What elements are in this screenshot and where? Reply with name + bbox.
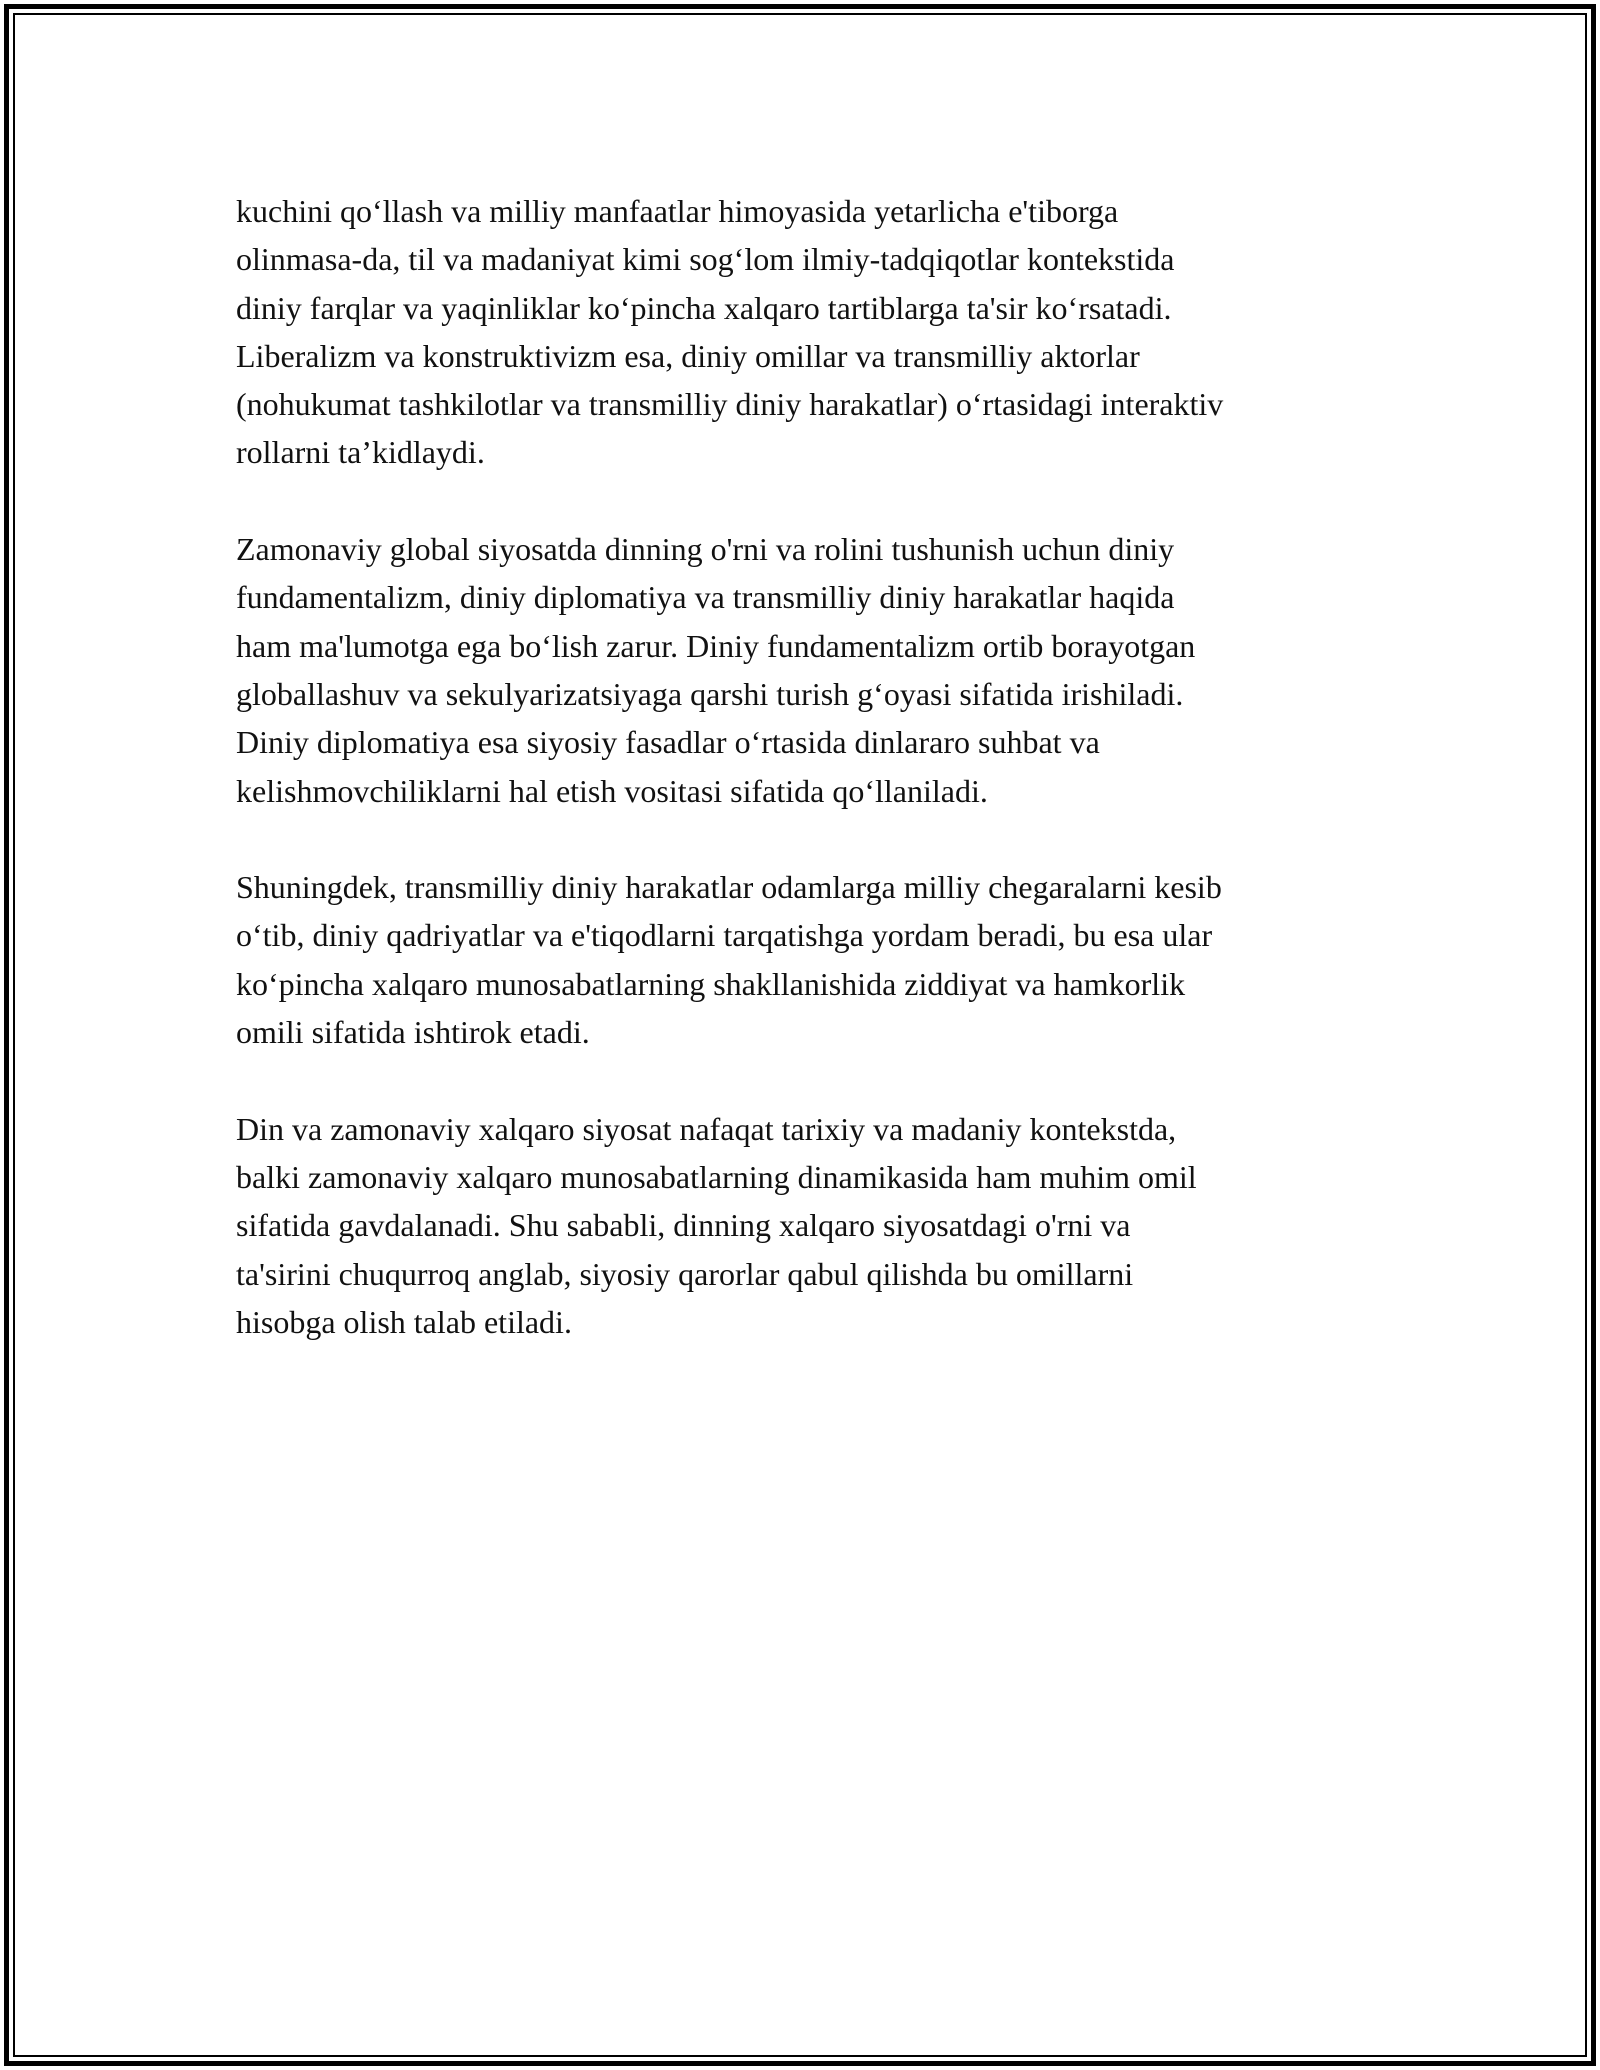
text-line: koʻpincha xalqaro munosabatlarning shakllanishida ziddiyat va hamkorlik xyxy=(236,965,1186,1002)
text-line: ta'sirini chuqurroq anglab, siyosiy qarorlar qabul qilishda bu omillarni xyxy=(236,1255,1134,1292)
text-line: (nohukumat tashkilotlar va transmilliy diniy harakatlar) oʻrtasidagi interaktiv xyxy=(236,386,1224,423)
text-line: balki zamonaviy xalqaro munosabatlarning dinamikasida ham muhim omil xyxy=(236,1158,1197,1195)
text-line: fundamentalizm, diniy diplomatiya va transmilliy diniy harakatlar haqida xyxy=(236,579,1175,616)
text-line: Din va zamonaviy xalqaro siyosat nafaqat tarixiy va madaniy kontekstda, xyxy=(236,1110,1177,1147)
text-line: sifatida gavdalanadi. Shu sababli, dinning xalqaro siyosatdagi o'rni va xyxy=(236,1207,1131,1244)
paragraph-3 xyxy=(236,863,1396,1056)
page-body xyxy=(236,187,1396,1394)
text-line: oʻtib, diniy qadriyatlar va e'tiqodlarni tarqatishga yordam beradi, bu esa ular xyxy=(236,917,1213,954)
text-line: ham ma'lumotga ega boʻlish zarur. Diniy fundamentalizm ortib borayotgan xyxy=(236,627,1196,664)
text-line: diniy farqlar va yaqinliklar koʻpincha xalqaro tartiblarga ta'sir koʻrsatadi. xyxy=(236,289,1172,326)
text-line: olinmasa-da, til va madaniyat kimi sogʻlom ilmiy-tadqiqotlar kontekstida xyxy=(236,241,1175,278)
text-line: omili sifatida ishtirok etadi. xyxy=(236,1014,590,1051)
text-line: Liberalizm va konstruktivizm esa, diniy omillar va transmilliy aktorlar xyxy=(236,337,1140,374)
paragraph-2 xyxy=(236,525,1396,815)
text-line: kuchini qoʻllash va milliy manfaatlar himoyasida yetarlicha e'tiborga xyxy=(236,193,1119,229)
text-line: rollarni ta’kidlaydi. xyxy=(236,434,485,471)
text-line: kelishmovchiliklarni hal etish vositasi sifatida qoʻllaniladi. xyxy=(236,772,988,809)
text-line: Shuningdek, transmilliy diniy harakatlar odamlarga milliy chegaralarni kesib xyxy=(236,869,1222,906)
paragraph-4 xyxy=(236,1105,1396,1346)
text-line: Zamonaviy global siyosatda dinning o'rni va rolini tushunish uchun diniy xyxy=(236,531,1175,568)
text-line: globallashuv va sekulyarizatsiyaga qarshi turish gʻoyasi sifatida irishiladi. xyxy=(236,675,1184,712)
text-line: Diniy diplomatiya esa siyosiy fasadlar oʻrtasida dinlararo suhbat va xyxy=(236,724,1100,761)
paragraph-1 xyxy=(236,187,1396,477)
text-line: hisobga olish talab etiladi. xyxy=(236,1303,572,1340)
